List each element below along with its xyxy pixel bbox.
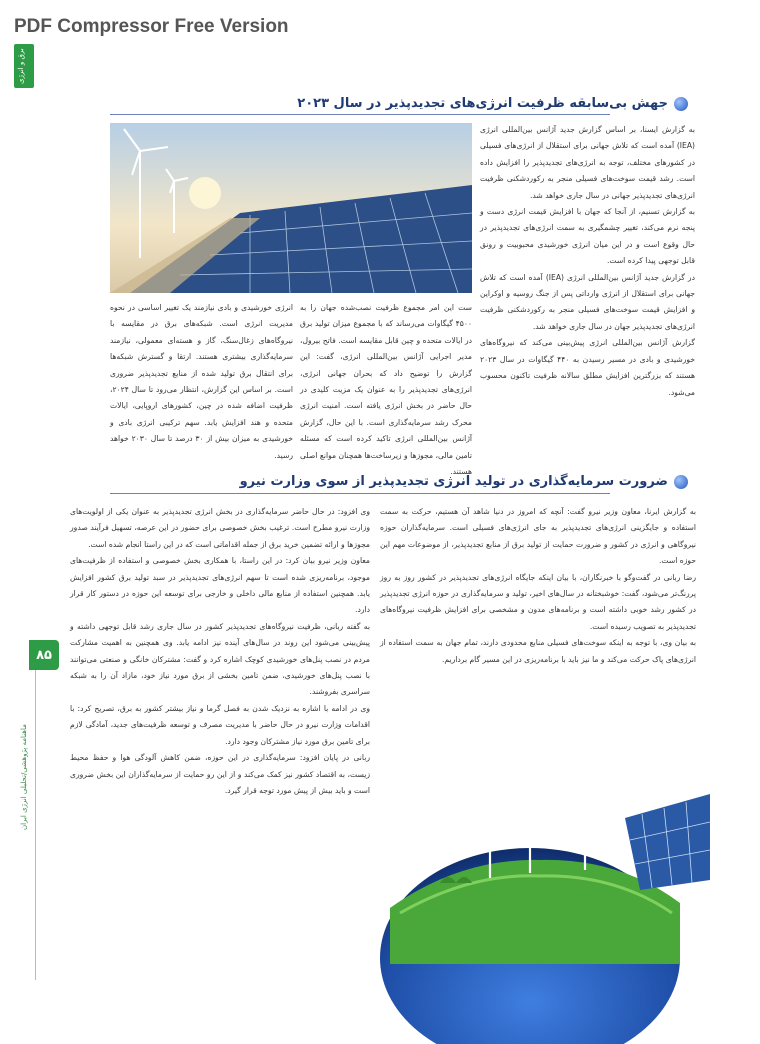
paragraph: وی افزود: در حال حاضر سرمایه‌گذاری در بخش انرژی تجدیدپذیر به عنوان یکی از اولویت‌های وزارت نیرو مطرح است. ترغیب بخش خصوصی برای حضور در این عرصه، تسهیل فرآیند صدور مجوزها و ارائه تضمین خرید برق از جمله اقداماتی است که در این راستا انجام شده است.	[70, 507, 370, 549]
globe-icon	[674, 97, 688, 111]
article2-headline	[240, 474, 688, 489]
paragraph: در گزارش جدید آژانس بین‌المللی انرژی (IEA) آمده است که تلاش جهانی برای استقلال از انرژی وارداتی پس از جنگ روسیه و اوکراین و افزایش قیمت سوخت‌های فسیلی منجر به رکوردشکنی ظرفیت انرژی‌های تجدیدپذیر جهان در سال جاری خواهد شد.	[480, 272, 695, 331]
paragraph: به گزارش تسنیم، از آنجا که جهان با افزایش قیمت انرژی دست و پنجه نرم می‌کند، تغییر چشمگیری به سمت انرژی‌های تجدیدپذیر در حال وقوع است و در این میان انرژی خورشیدی محبوبیت و رونق قابل توجهی پیدا کرده است.	[480, 207, 695, 266]
paragraph: معاون وزیر نیرو بیان کرد: در این راستا، با همکاری بخش خصوصی و استفاده از ظرفیت‌های موجود، برنامه‌ریزی شده است تا سهم انرژی‌های تجدیدپذیر در سبد تولید برق کشور افزایش یابد. همچنین استفاده از منابع مالی داخلی و خارجی برای توسعه این حوزه در دستور کار قرار دارد.	[70, 556, 370, 615]
article2-left-column	[70, 504, 370, 956]
globe-icon	[674, 475, 688, 489]
globe-wind-solar-illustration	[380, 708, 710, 964]
paragraph: به گزارش ایسنا، بر اساس گزارش جدید آژانس بین‌المللی انرژی (IEA) آمده است که تلاش جهانی برای استقلال از انرژی‌های فسیلی در کشورهای مختلف، توجه به انرژی‌های تجدیدپذیر را افزایش داده است. رشد قیمت سوخت‌های فسیلی منجر به رکوردشکنی ظرفیت انرژی‌های تجدیدپذیر جهانی در سال جاری خواهد شد.	[480, 125, 695, 200]
watermark-text: PDF Compressor Free Version	[14, 16, 289, 37]
side-caption-text: ماهنامه پژوهشی/تحلیلی انرژی ایران	[20, 724, 28, 830]
article1-title: جهش بی‌سابقه ظرفیت انرژی‌های تجدیدپذیر در سال ۲۰۲۳	[297, 96, 668, 111]
solar-panels-illustration	[110, 123, 472, 293]
paragraph: رضا ربانی در گفت‌وگو با خبرنگاران، با بیان اینکه جایگاه انرژی‌های تجدیدپذیر در کشور روز به روز پررنگ‌تر می‌شود، گفت: خوشبختانه در سال‌های اخیر، تولید و سرمایه‌گذاری در حوزه انرژی تجدیدپذیر در کشور رشد خوبی داشته است و برنامه‌های مدون و مشخصی برای افزایش ظرفیت نیروگاه‌های تجدیدپذیر به تصویب رسیده است.	[380, 572, 696, 631]
article1-rule	[110, 114, 610, 115]
side-divider	[35, 640, 36, 980]
paragraph: به بیان وی، با توجه به اینکه سوخت‌های فسیلی منابع محدودی دارند، تمام جهان به سمت استفاده از انرژی‌های پاک حرکت می‌کند و ما نیز باید با برنامه‌ریزی در این مسیر گام برداریم.	[380, 638, 696, 664]
paragraph: ست این امر مجموع ظرفیت نصب‌شده جهان را به ۴۵۰۰ گیگاوات می‌رساند که با مجموع میزان تولید برق در ایالات متحده و چین قابل مقایسه است. فاتح بیرول، مدیر اجرایی آژانس بین‌المللی انرژی، گفت: این گزارش را توضیح داد که بحران جهانی انرژی، انرژی‌های تجدیدپذیر را به عنوان یک مزیت کلیدی در حال حاضر در بخش انرژی یافته است. امنیت انرژی محرک رشد سرمایه‌گذاری است. با این حال، گزارش آژانس بین‌المللی انرژی تاکید کرده است که مسئله تامین مالی، مجوزها و زیرساخت‌ها همچنان موانع اصلی هستند.	[300, 303, 472, 477]
article1-middle-column	[300, 300, 472, 477]
paragraph: انرژی خورشیدی و بادی نیازمند یک تغییر اساسی در نحوه مدیریت انرژی است. شبکه‌های برق در مقایسه با نیروگاه‌های زغال‌سنگ، گاز و هسته‌ای معمولی، نیازمند سرمایه‌گذاری بیشتری هستند. ارتقا و گسترش شبکه‌ها برای انتقال برق تولید شده از منابع تجدیدپذیر ضروری است. بر اساس این گزارش، انتظار می‌رود تا سال ۲۰۲۴، ظرفیت اضافه شده در چین، کشورهای اروپایی، ایالات متحده و هند افزایش یابد. سهم ترکیبی انرژی بادی و خورشیدی به میزان بیش از ۳۰ درصد تا سال ۲۰۳۰ خواهد رسید.	[110, 303, 293, 460]
paragraph: ربانی در پایان افزود: سرمایه‌گذاری در این حوزه، ضمن کاهش آلودگی هوا و حفظ محیط زیست، به اقتصاد کشور نیز کمک می‌کند و از این رو حمایت از سرمایه‌گذاران این بخش ضروری است و باید بیش از پیش مورد توجه قرار گیرد.	[70, 753, 370, 795]
section-tab	[14, 44, 34, 88]
paragraph: وی در ادامه با اشاره به نزدیک شدن به فصل گرما و نیاز بیشتر کشور به برق، تصریح کرد: با اقدامات وزارت نیرو در حال حاضر با مدیریت مصرف و توسعه ظرفیت‌های جدید، آمادگی لازم برای تامین برق مورد نیاز مشترکان وجود دارد.	[70, 703, 370, 746]
article1-left-column	[110, 300, 293, 464]
article1-headline	[297, 96, 688, 111]
paragraph: به گزارش ایرنا، معاون وزیر نیرو گفت: آنچه که امروز در دنیا شاهد آن هستیم، حرکت به سمت استفاده و جایگزینی انرژی‌های تجدیدپذیر به جای انرژی‌های فسیلی است. سرمایه‌گذاران حوزه نیروگاهی و انرژی در کشور و ضرورت حمایت از تولید برق از منابع تجدیدپذیر، از موضوعات مهم این حوزه است.	[380, 507, 696, 566]
earth-renewables-image	[380, 708, 710, 964]
article2-rule	[110, 493, 610, 494]
article2-right-column	[380, 504, 696, 704]
section-tab-label: برق و انرژی	[17, 48, 25, 84]
article1-right-column	[480, 122, 695, 464]
page-number: ۸۵	[29, 640, 59, 670]
paragraph: گزارش آژانس بین‌المللی انرژی پیش‌بینی می‌کند که نیروگاه‌های خورشیدی و بادی در مسیر رسیدن به ۴۴۰ گیگاوات در سال ۲۰۲۳ هستند که بزرگترین افزایش مطلق سالانه ظرفیت تاکنون محسوب می‌شود.	[480, 338, 695, 397]
paragraph: به گفته ربانی، ظرفیت نیروگاه‌های تجدیدپذیر کشور در سال جاری رشد قابل توجهی داشته و پیش‌بینی می‌شود این روند در سال‌های آینده نیز ادامه یابد. وی همچنین به اهمیت مشارکت مردم در نصب پنل‌های خورشیدی کوچک اشاره کرد و گفت: مشترکان خانگی و صنعتی می‌توانند با نصب پنل‌های خورشیدی، ضمن تامین بخشی از برق مورد نیاز خود، مازاد آن را به شبکه سراسری بفروشند.	[70, 621, 370, 697]
article2-title: ضرورت سرمایه‌گذاری در تولید انرژی تجدیدپذیر از سوی وزارت نیرو	[239, 474, 668, 489]
solar-farm-image	[110, 123, 472, 293]
